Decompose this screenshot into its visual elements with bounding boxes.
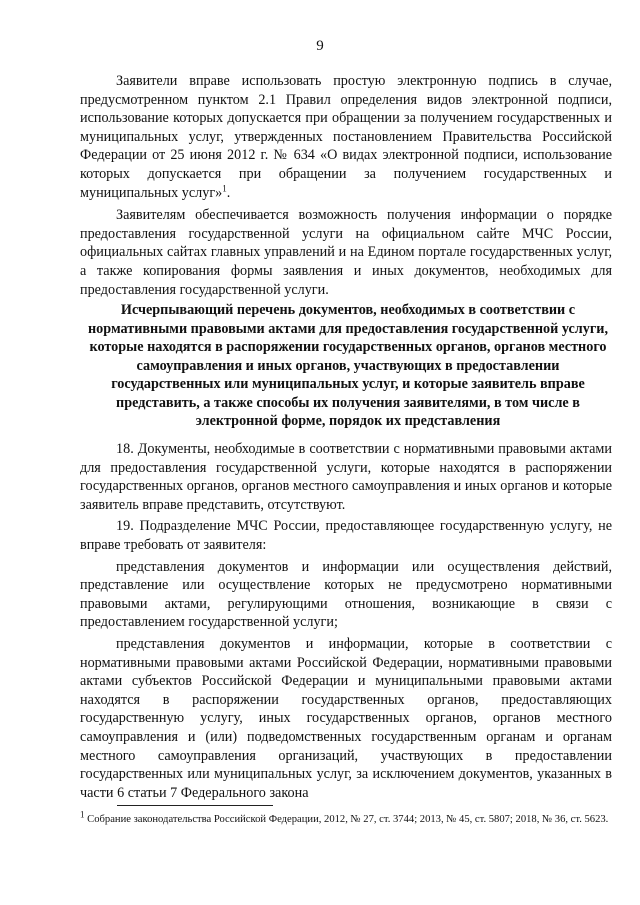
paragraph-item-19: 19. Подразделение МЧС России, предоставляющее государственную услугу, не вправе требовать от заявителя: <box>80 518 612 553</box>
footnote-marker: 1 <box>80 809 85 820</box>
section-body <box>80 440 612 805</box>
intro-text <box>80 72 612 303</box>
footnote-reference: 1 <box>222 182 227 193</box>
section-heading: Исчерпывающий перечень документов, необходимых в соответствии с нормативными правовыми актами для предоставления государственной услуги, которые находятся в распоряжении государственных органов, органов местного самоуправления и иных органов, участвующих в предоставлении государственных или муниципальных услуг, и которые заявитель вправе представить, а также способы их получения заявителями, в том числе в электронной форме, порядок их представления <box>88 302 609 429</box>
paragraph-item-18: 18. Документы, необходимые в соответствии с нормативными правовыми актами для предоставления государственной услуги, которые находятся в распоряжении государственных органов, органов местного самоуправления и иных органов и которые заявитель вправе представить, отсутствуют. <box>80 441 612 513</box>
paragraph-requirement-2: представления документов и информации, которые в соответствии с нормативными правовыми актами Российской Федерации, нормативными правовыми актами субъектов Российской Федерации и муниципальными правовыми актами находятся в распоряжении государственных органов, предоставляющих государственную услугу, иных государственных органов, органов местного самоуправления и (или) подведомственных государственным органам и органам местного самоуправления организаций, участвующих в предоставлении государственных или муниципальных услуг, за исключением документов, указанных в части 6 статьи 7 Федерального закона <box>80 635 612 801</box>
footnote-separator <box>117 805 273 806</box>
page-number: 9 <box>316 38 324 54</box>
paragraph-requirement-1: представления документов и информации или осуществления действий, представление или осуществление которых не предусмотрено нормативными правовыми актами, регулирующими отношения, возникающие в связи с предоставлением государственной услуги; <box>80 558 612 631</box>
footnote <box>80 809 612 827</box>
paragraph-text: Заявители вправе использовать простую электронную подпись в случае, предусмотренном пунктом 2.1 Правил определения видов электронной подписи, использование которых допускается при обращении за получением государственных и муниципальных услуг, утвержденных постановлением Правительства Российской Федерации от 25 июня 2012 г. № 634 «О видах электронной подписи, использование которых допускается при обращении за получением государственных и муниципальных услуг» <box>80 73 612 201</box>
paragraph-electronic-signature: Заявители вправе использовать простую электронную подпись в случае, предусмотренном пунктом 2.1 Правил определения видов электронной подписи, использование которых допускается при обращении за получением государственных и муниципальных услуг, утвержденных постановлением Правительства Российской Федерации от 25 июня 2012 г. № 634 «О видах электронной подписи, использование которых допускается при обращении за получением государственных и муниципальных услуг»$^1$. <box>80 73 612 201</box>
paragraph-information-access: Заявителям обеспечивается возможность получения информации о порядке предоставления государственной услуги на официальном сайте МЧС России, официальных сайтах главных управлений и на Едином портале государственных услуг, а также копирования формы заявления и иных документов, необходимых для предоставления государственной услуги. <box>80 207 612 298</box>
footnote-text: Собрание законодательства Российской Федерации, 2012, № 27, ст. 3744; 2013, № 45, ст. 5807; 2018, № 36, ст. 5623. <box>87 814 609 825</box>
